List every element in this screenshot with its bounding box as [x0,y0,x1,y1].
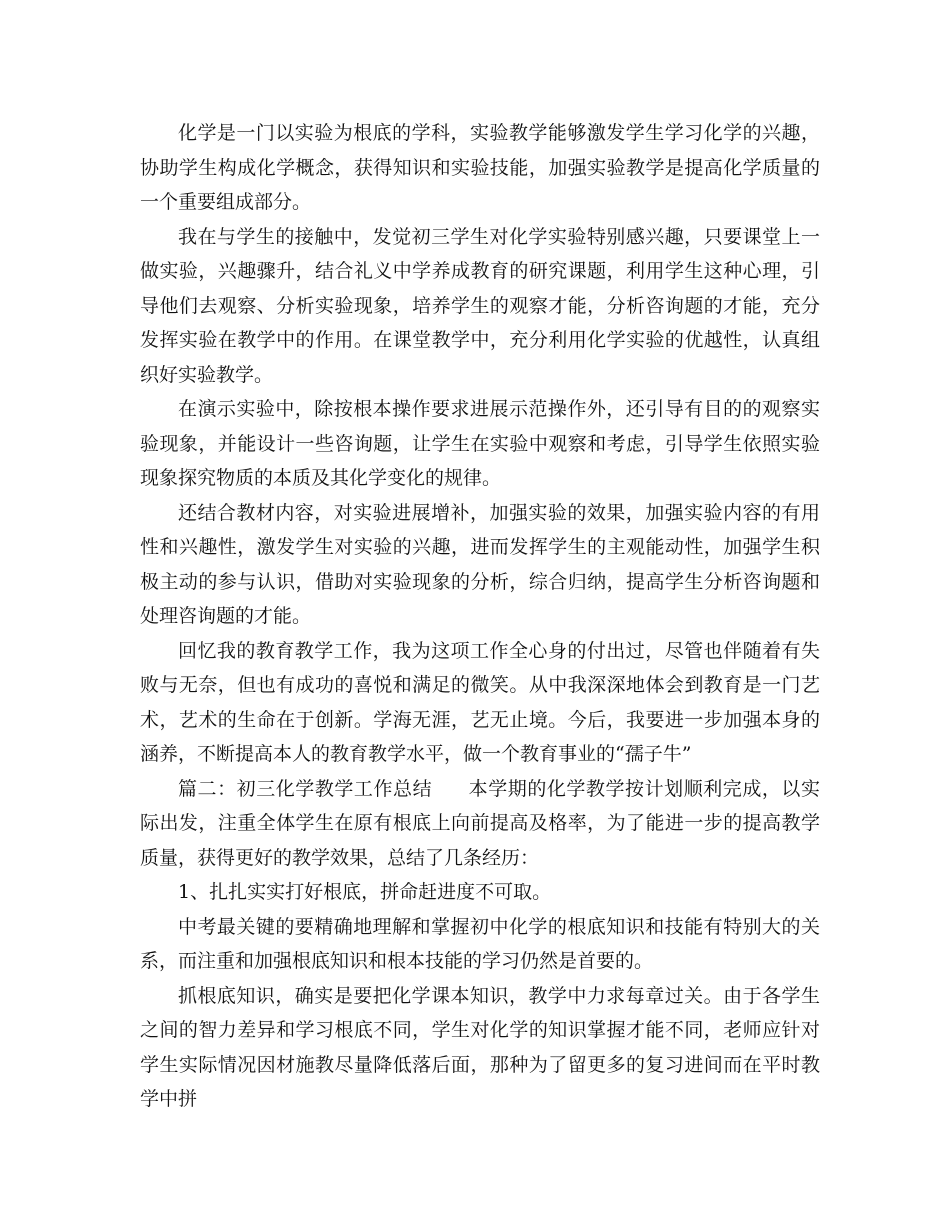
section-2-heading: 篇二：初三化学教学工作总结 [178,777,433,800]
paragraph-2: 我在与学生的接触中，发觉初三学生对化学实验特别感兴趣，只要课堂上一做实验，兴趣骤升，结合礼义中学养成教育的研究课题，利用学生这种心理，引导他们去观察、分析实验现象，培养学生的观察才能，分析咨询题的才能，充分发挥实验在教学中的作用。在课堂教学中，充分利用化学实验的优越性，认真组织好实验教学。 [140,225,820,386]
section-2-paragraph [140,772,820,876]
paragraph-5: 回忆我的教育教学工作，我为这项工作全心身的付出过，尽管也伴随着有失败与无奈，但也有成功的喜悦和满足的微笑。从中我深深地体会到教育是一门艺术，艺术的生命在于创新。学海无涯，艺无止境。今后，我要进一步加强本身的涵养，不断提高本人的教育教学水平，做一个教育事业的“孺子牛” [140,639,820,765]
paragraph-1: 化学是一门以实验为根底的学科，实验教学能够激发学生学习化学的兴趣，协助学生构成化学概念，获得知识和实验技能，加强实验教学是提高化学质量的一个重要组成部分。 [140,122,820,213]
document-body [140,116,820,1117]
paragraph-7: 抓根底知识，确实是要把化学课本知识，教学中力求每章过关。由于各学生之间的智力差异和学习根底不同，学生对化学的知识掌握才能不同，老师应针对学生实际情况因材施教尽量降低落后面，那种为了留更多的复习进间而在平时教学中拼 [140,984,820,1110]
paragraph-3: 在演示实验中，除按根本操作要求进展示范操作外，还引导有目的的观察实验现象，并能设计一些咨询题，让学生在实验中观察和考虑，引导学生依照实验现象探究物质的本质及其化学变化的规律。 [140,398,820,489]
paragraph-6: 中考最关键的要精确地理解和掌握初中化学的根底知识和技能有特别大的关系，而注重和加强根底知识和根本技能的学习仍然是首要的。 [140,915,820,972]
point-1-heading: 1、扎扎实实打好根底，拼命赶进度不可取。 [178,881,552,903]
section-2-intro: 本学期的化学教学按计划顺利完成，以实际出发，注重全体学生在原有根底上向前提高及格率，为了能进一步的提高教学质量，获得更好的教学效果，总结了几条经历： [140,777,820,869]
paragraph-4: 还结合教材内容，对实验进展增补，加强实验的效果，加强实验内容的有用性和兴趣性，激发学生对实验的兴趣，进而发挥学生的主观能动性，加强学生积极主动的参与认识，借助对实验现象的分析，综合归纳，提高学生分析咨询题和处理咨询题的才能。 [140,501,820,627]
